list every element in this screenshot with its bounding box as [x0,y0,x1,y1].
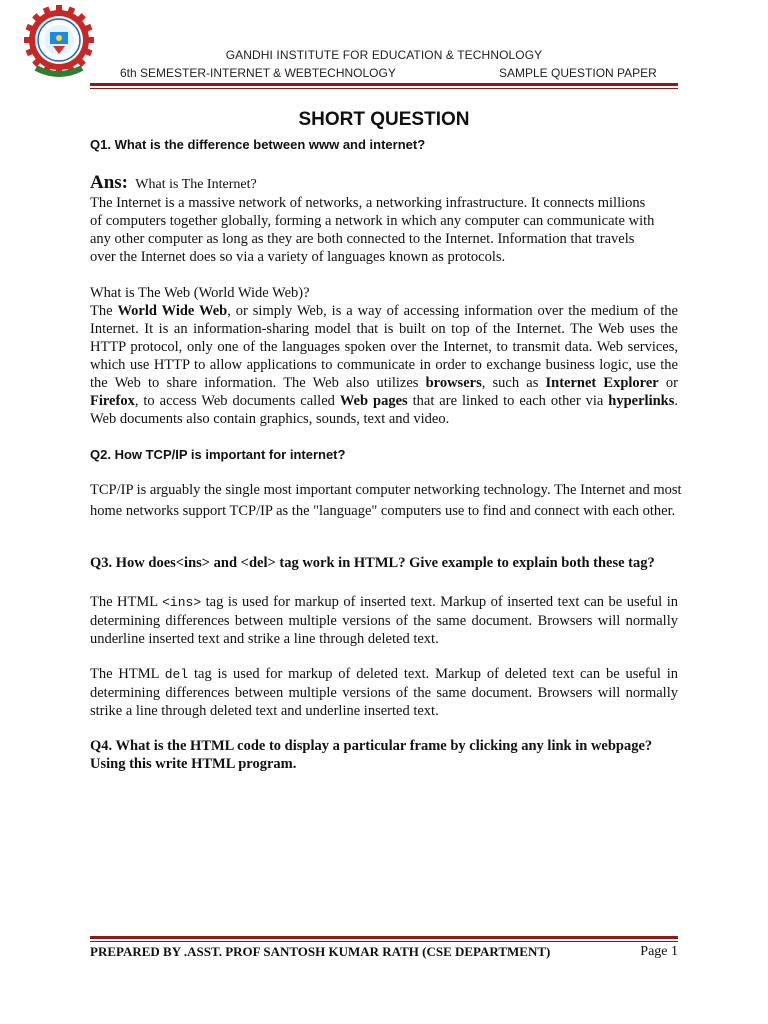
term-firefox: Firefox [90,393,135,409]
term-hyperlinks: hyperlinks [608,393,675,409]
term-internet-explorer: Internet Explorer [545,375,659,391]
del-code: del [164,667,189,682]
header-rule-thin [90,88,678,89]
paper-type: SAMPLE QUESTION PAPER [499,66,657,80]
term-web-pages: Web pages [339,393,408,409]
footer-rule-thick [90,936,678,939]
answer-heading [90,172,257,194]
term-world-wide-web: World Wide Web [117,303,228,319]
question-4: Q4. What is the HTML code to display a particular frame by clicking any link in webpage? Using this write HTML program. [90,738,653,772]
answer-label: Ans: [90,172,129,193]
internet-line: any other computer as long as they are both connected to the Internet. Information that travels [90,231,635,247]
answer-2: TCP/IP is arguably the single most important computer networking technology. The Internet and most home networks support TCP/IP as the "language" computers use to find and connect with each other. [90,482,682,519]
footer-rule-thin [90,941,678,942]
institute-logo [22,2,96,82]
question-1: Q1. What is the difference between www and internet? [90,137,426,152]
del-tag-explanation: The HTML del tag is used for markup of deleted text. Markup of deleted text can be useful in determining differences between multiple versions of the same document. Browsers will normally strike a line through deleted text and underline inserted text. [90,666,678,719]
internet-line: of computers together globally, forming a network in which any computer can communicate with [90,213,655,229]
institute-name: GANDHI INSTITUTE FOR EDUCATION & TECHNOLOGY [225,48,543,62]
internet-definition [90,194,678,266]
page-number: Page 1 [640,944,678,959]
semester-subject: 6th SEMESTER-INTERNET & WEBTECHNOLOGY [120,66,396,80]
ins-code: <ins> [162,595,202,610]
header-rule-thick [90,83,678,86]
web-definition: The World Wide Web, or simply Web, is a way of accessing information over the medium of the Internet. It is an information-sharing model that is built on top of the Internet. The Web uses the HTTP protocol, only one of the languages spoken over the Internet, to transmit data. Web services, which use HTTP to allow applications to communicate in order to exchange business logic, use the the Web to share information. The Web also utilizes browsers, such as Internet Explorer or Firefox, to access Web documents called Web pages that are linked to each other via hyperlinks. Web documents also contain graphics, sounds, text and video. [90,303,679,427]
internet-line: The Internet is a massive network of networks, a networking infrastructure. It connects millions [90,195,646,211]
page-title: SHORT QUESTION [298,109,470,130]
internet-heading: What is The Internet? [135,177,257,192]
term-browsers: browsers [425,375,482,391]
question-2: Q2. How TCP/IP is important for internet? [90,447,346,462]
ins-tag-explanation: The HTML <ins> tag is used for markup of inserted text. Markup of inserted text can be useful in determining differences between multiple versions of the same document. Browsers will normally underline inserted text and strike a line through deleted text. [90,594,678,647]
internet-line: over the Internet does so via a variety of languages known as protocols. [90,249,506,265]
web-heading: What is The Web (World Wide Web)? [90,285,310,301]
prepared-by: PREPARED BY .ASST. PROF SANTOSH KUMAR RATH (CSE DEPARTMENT) [90,944,551,959]
question-3: Q3. How does<ins> and <del> tag work in HTML? Give example to explain both these tag? [90,555,655,571]
